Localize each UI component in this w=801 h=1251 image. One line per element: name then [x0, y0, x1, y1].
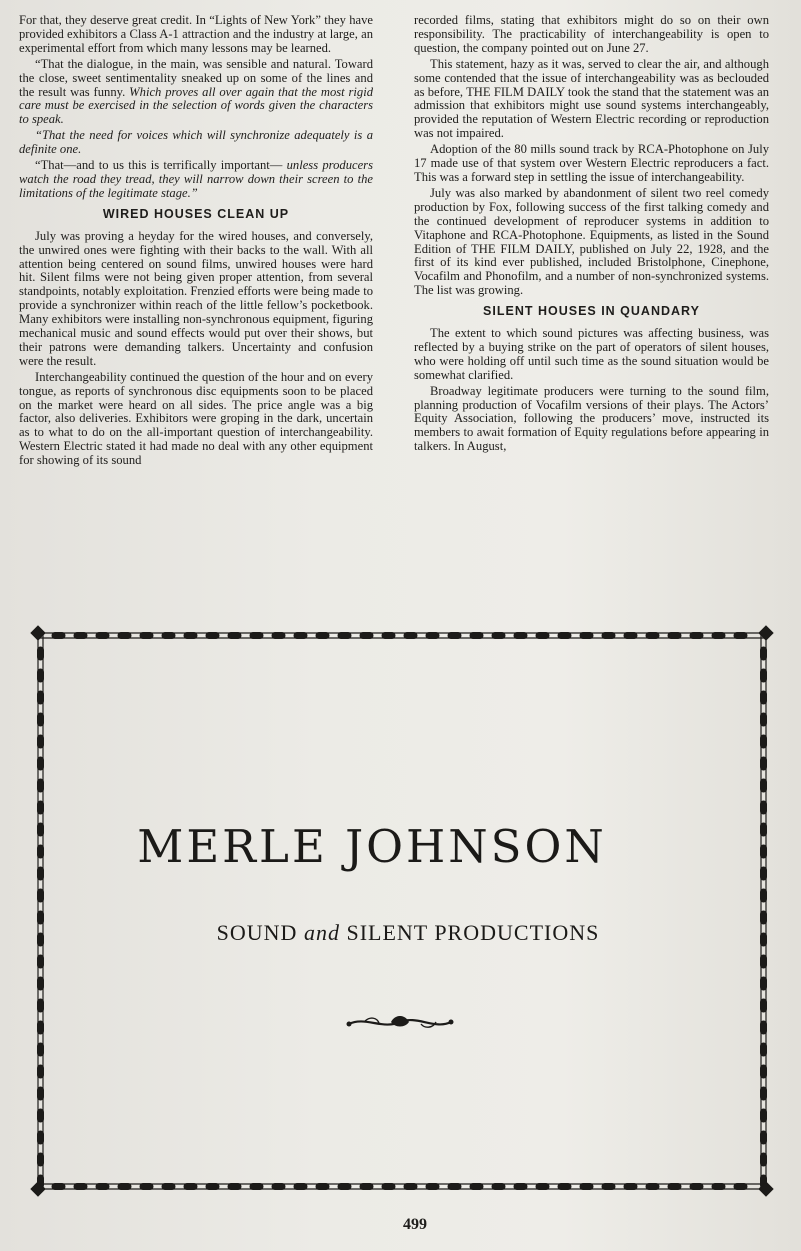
section-heading-wired-houses: WIRED HOUSES CLEAN UP	[102, 206, 290, 221]
left-paragraph-2	[19, 58, 373, 128]
left-paragraph-3: “That the need for voices which will synchronize adequately is a definite one.	[19, 128, 373, 157]
left-paragraph-5: July was proving a heyday for the wired houses, and conversely, the unwired ones were fighting with their backs to the wall. With all attention being centered on sound films, unwired houses were hard hit. Silent films were not being given proper attention, from several standpoints, notably exploitation. Frenzied efforts were being made to provide a synchronizer within reach of the little fellow’s pocketbook. Many exhibitors were installing non-synchronous equipment, figuring mechanical music and sound effects would put over their shows, but their patrons were demanding talkers. Uncertainty and confusion were the result.	[19, 228, 373, 368]
left-paragraph-4	[19, 159, 373, 201]
page-number: 499	[403, 1216, 427, 1233]
right-column	[414, 14, 769, 456]
left-paragraph-4-italic: unless producers watch the road they tread, they will narrow down their screen to the limitations of the legitimate stage.”	[19, 158, 373, 200]
ad-subtitle-and: and	[303, 920, 340, 945]
ad-subtitle-sound: SOUND	[216, 920, 298, 945]
ad-subtitle-rest: SILENT PRODUCTIONS	[346, 920, 600, 945]
left-paragraph-4-text: “That—and to us this is terrifically important—	[35, 158, 283, 173]
left-column	[19, 14, 373, 470]
right-paragraph-1: recorded films, stating that exhibitors might do so on their own responsibility. The practicability of interchangeability is open to question, the company pointed out on June 27.	[414, 13, 769, 55]
left-paragraph-2-italic: Which proves all over again that the most rigid care must be exercised in the selection of words given the characters to speak.	[19, 84, 374, 127]
ad-decorative-border	[30, 625, 774, 1197]
right-paragraph-5: The extent to which sound pictures was affecting business, was reflected by a buying strike on the part of operators of silent houses, who were holding off until such time as the sound situation would be somewhat clarified.	[414, 326, 769, 382]
left-paragraph-6: Interchangeability continued the question of the hour and on every tongue, as reports of synchronous disc equipments soon to be placed on the market were heard on all sides. The price angle was a big factor, also deliveries. Exhibitors were groping in the dark, uncertain as to what to do on the all-important question of interchangeability. Western Electric stated it had made no deal with any other equipment for showing of its sound	[19, 369, 373, 468]
scroll-flourish-icon	[345, 1012, 455, 1034]
advertisement-box	[30, 625, 774, 1197]
ad-title: MERLE JOHNSON	[137, 820, 607, 873]
right-paragraph-3: Adoption of the 80 mills sound track by RCA-Photophone on July 17 made use of that system over Western Electric reproducers a fact. This was a forward step in settling the issue of interchangeability.	[414, 142, 769, 184]
section-heading-silent-houses: SILENT HOUSES IN QUANDARY	[483, 304, 700, 319]
left-paragraph-1: For that, they deserve great credit. In “Lights of New York” they have provided exhibitors a Class A-1 attraction and the industry at large, an experimental effort from which many lessons may be learned.	[19, 13, 373, 55]
right-paragraph-4: July was also marked by abandonment of silent two reel comedy production by Fox, following success of the first talking comedy and the continued development of reproducer systems in addition to Vitaphone and RCA-Photophone. Equipments, as listed in the Sound Edition of THE FILM DAILY, published on July 22, 1928, and the first of its kind ever published, included Bristolphone, Cinephone, Vocafilm and Phonofilm, and a number of non-synchronized systems. The list was growing.	[414, 185, 769, 298]
right-paragraph-2: This statement, hazy as it was, served to clear the air, and although some contended that the issue of interchangeability was as beclouded as before, THE FILM DAILY took the stand that the statement was an admission that exhibitors might use sound systems interchangeably, provided the reputation of Western Electric recording or reproduction was not impaired.	[414, 56, 769, 141]
left-paragraph-2-text: “That the dialogue, in the main, was sensible and natural. Toward the close, sweet sentimentality sneaked up on some of the lines and the result was funny.	[19, 56, 373, 99]
ad-subtitle	[0, 920, 801, 946]
right-paragraph-6: Broadway legitimate producers were turning to the sound film, planning production of Vocafilm versions of their plays. The Actors’ Equity Association, following the producers’ move, instructed its members to await formation of Equity regulations before appearing in talkers. In August,	[414, 383, 769, 454]
